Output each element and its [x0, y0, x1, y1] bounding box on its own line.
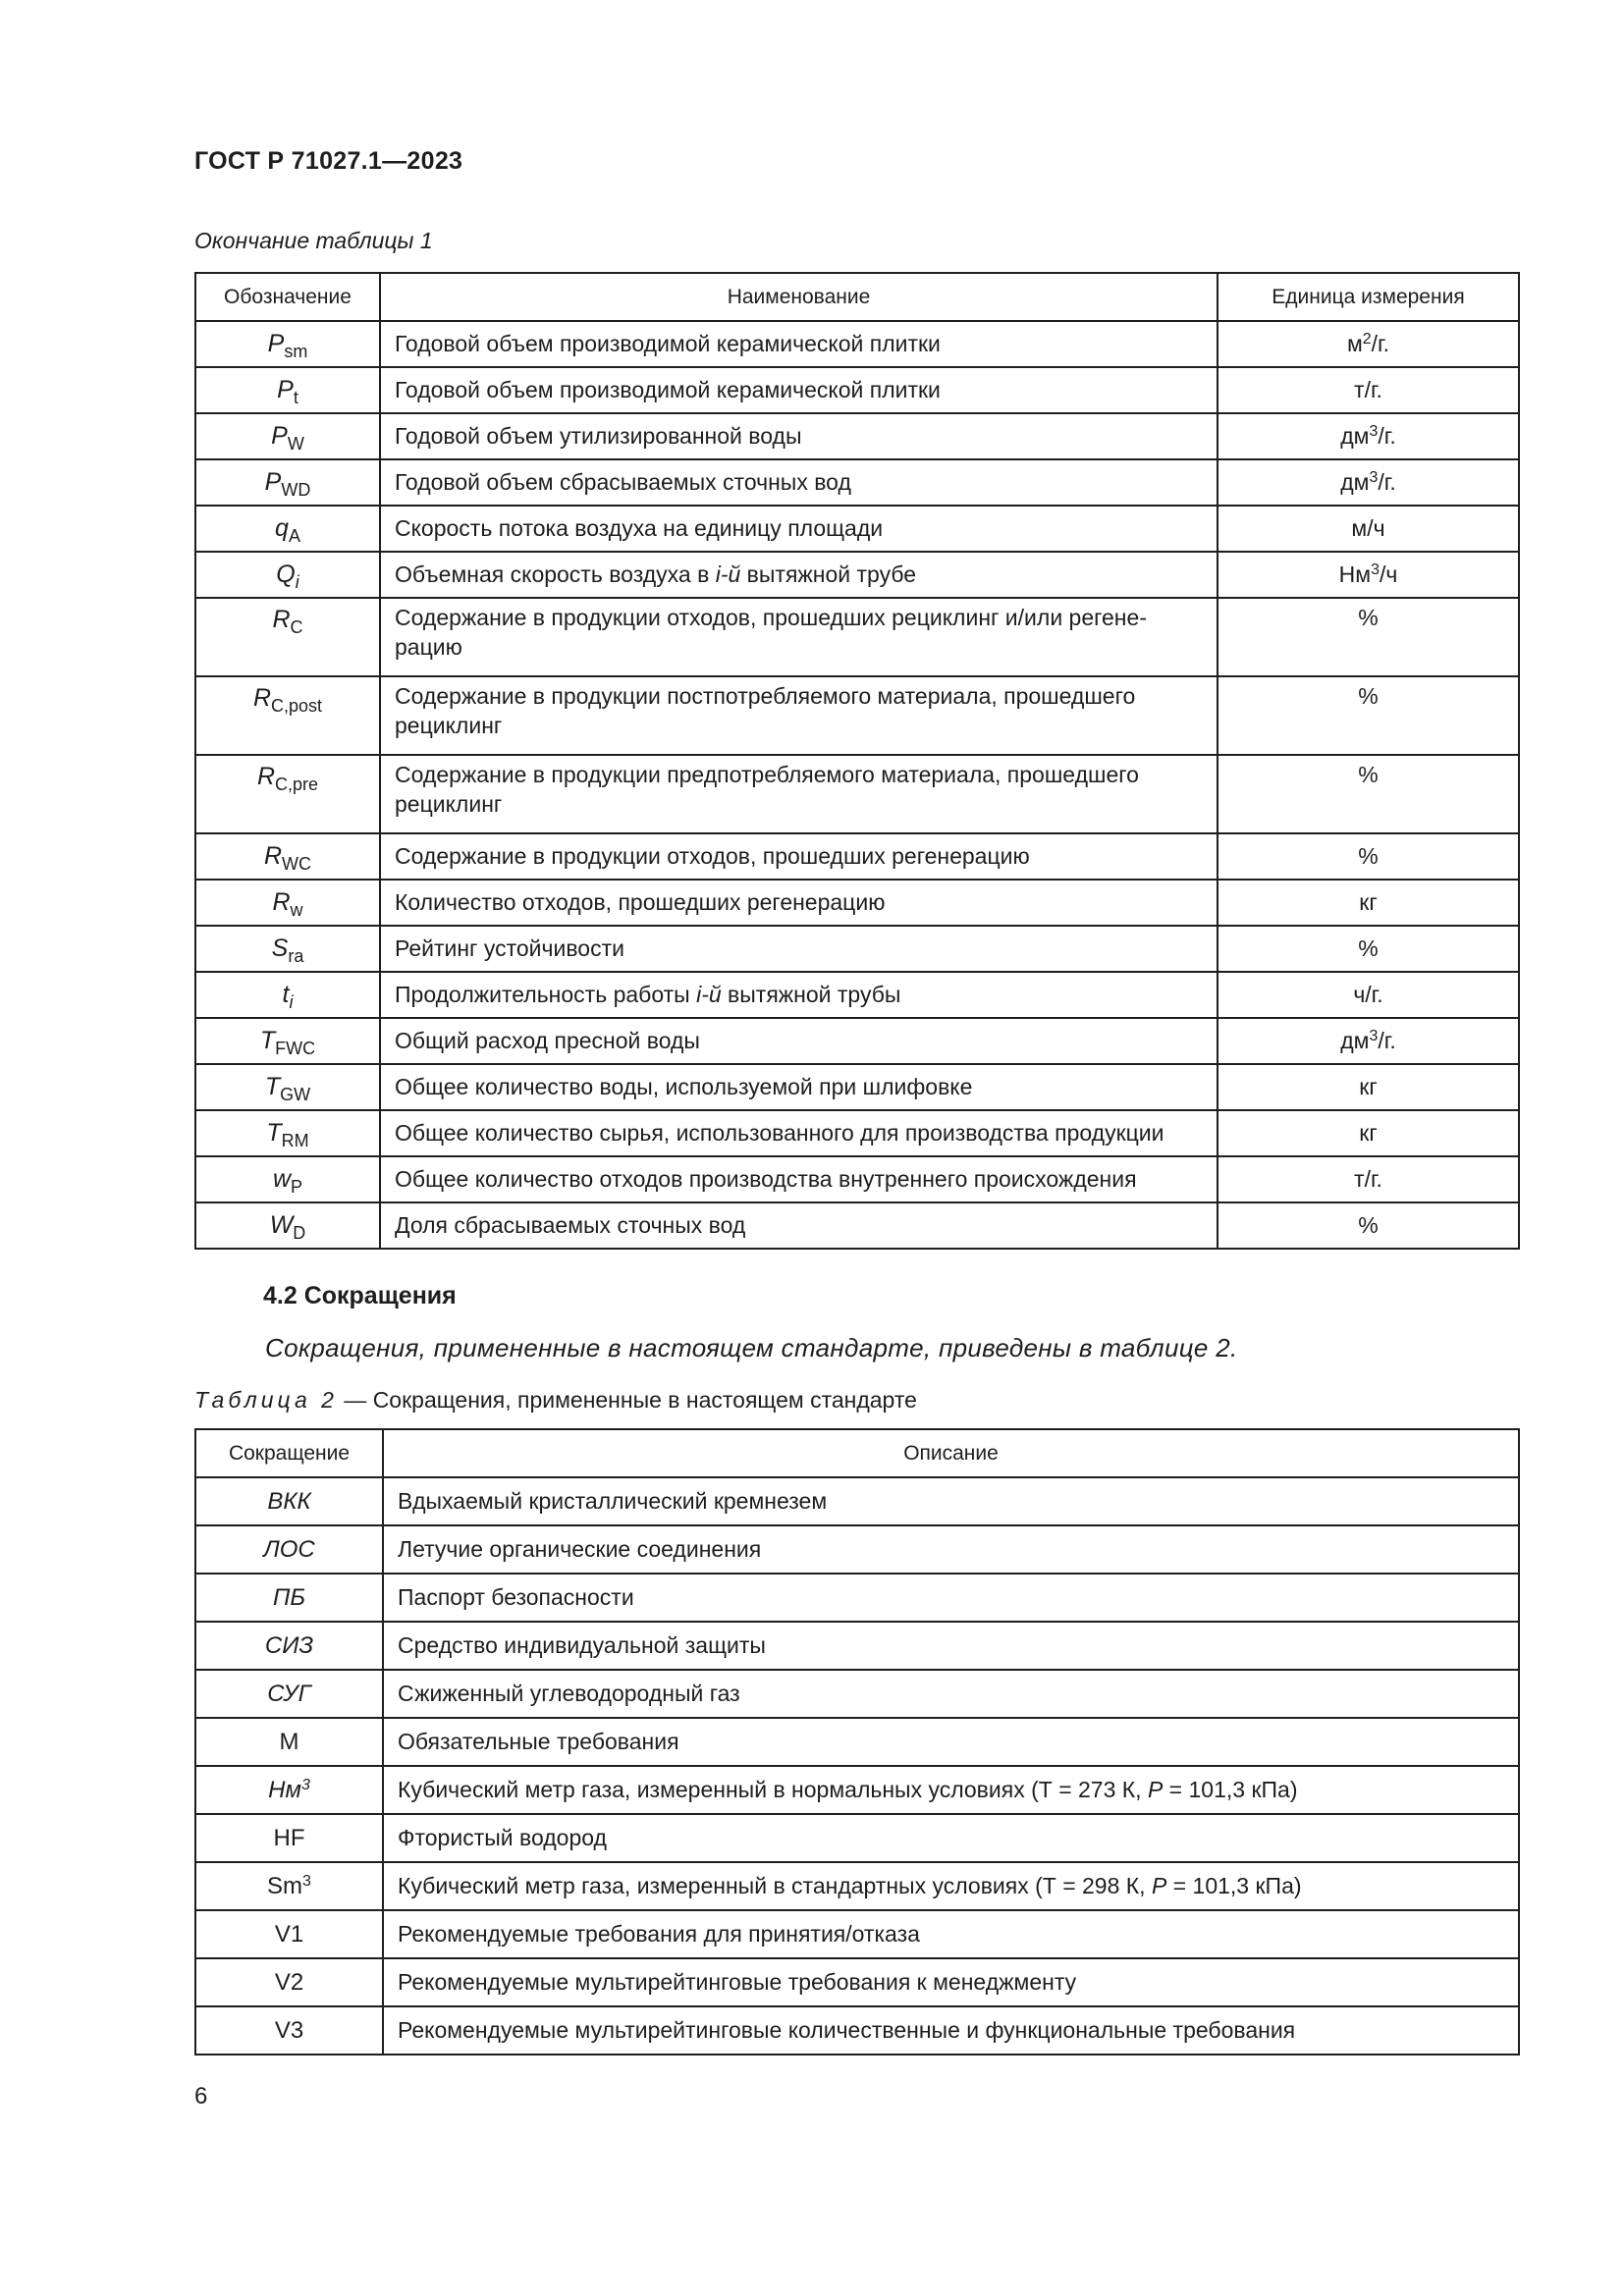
table-row [195, 1110, 1519, 1156]
description-cell: Кубический метр газа, измеренный в стандартных условиях (Т = 298 К, P = 101,3 кПа) [383, 1862, 1519, 1910]
table-row [195, 676, 1519, 755]
abbreviation-cell: V3 [195, 2006, 383, 2055]
description-cell: Паспорт безопасности [383, 1574, 1519, 1622]
unit-cell: т/г. [1218, 1156, 1519, 1202]
table-row [195, 367, 1519, 413]
unit-cell: $м^2/г$. [1218, 321, 1519, 367]
unit-cell: % [1218, 598, 1519, 676]
description-cell: Сжиженный углеводородный газ [383, 1670, 1519, 1718]
name-cell: Общий расход пресной воды [380, 1018, 1218, 1064]
abbreviation-cell: ЛОС [195, 1525, 383, 1574]
table-row [195, 1477, 1519, 1525]
page-number: 6 [194, 2083, 208, 2109]
description-cell: Рекомендуемые требования для принятия/отказа [383, 1910, 1519, 1958]
symbol-cell: $R_{C,pre}$ [195, 755, 380, 833]
column-header-name: Наименование [380, 273, 1218, 321]
abbreviation-cell: СУГ [195, 1670, 383, 1718]
symbols-table [194, 272, 1520, 1250]
unit-cell: $дм^3/г$. [1218, 413, 1519, 459]
table-row [195, 552, 1519, 598]
symbol-cell: $R_C$ [195, 598, 380, 676]
name-cell: Объемная скорость воздуха в i-й вытяжной трубе [380, 552, 1218, 598]
table-row [195, 2006, 1519, 2055]
name-cell: Содержание в продукции предпотребляемого материала, прошедшего рециклинг [380, 755, 1218, 833]
unit-cell: $дм^3/г$. [1218, 459, 1519, 506]
table-row [195, 1910, 1519, 1958]
table-1-continuation-caption: Окончание таблицы 1 [194, 228, 433, 253]
symbol-cell: $T_{FWC}$ [195, 1018, 380, 1064]
table-row [195, 1670, 1519, 1718]
name-cell: Годовой объем сбрасываемых сточных вод [380, 459, 1218, 506]
table-row [195, 880, 1519, 926]
column-header-abbreviation: Сокращение [195, 1429, 383, 1477]
description-cell: Рекомендуемые мультирейтинговые количественные и функциональные требования [383, 2006, 1519, 2055]
table-row [195, 833, 1519, 880]
description-cell: Вдыхаемый кристаллический кремнезем [383, 1477, 1519, 1525]
table-row [195, 1156, 1519, 1202]
unit-cell: % [1218, 676, 1519, 755]
unit-cell: % [1218, 755, 1519, 833]
symbol-cell: $t_i$ [195, 972, 380, 1018]
table-row [195, 321, 1519, 367]
name-cell: Годовой объем утилизированной воды [380, 413, 1218, 459]
table-row [195, 1622, 1519, 1670]
table-row [195, 1574, 1519, 1622]
abbreviation-cell: ВКК [195, 1477, 383, 1525]
abbreviation-cell: HF [195, 1814, 383, 1862]
table-row [195, 506, 1519, 552]
abbreviation-cell: СИЗ [195, 1622, 383, 1670]
symbol-cell: $P_{WD}$ [195, 459, 380, 506]
abbreviation-cell: $Нм^3$ [195, 1766, 383, 1814]
abbreviation-cell: Sm$^3$ [195, 1862, 383, 1910]
table-2-caption: Таблица 2 — Сокращения, примененные в настоящем стандарте [194, 1387, 917, 1413]
name-cell: Годовой объем производимой керамической плитки [380, 321, 1218, 367]
symbol-cell: $W_D$ [195, 1202, 380, 1249]
symbol-cell: $Q_i$ [195, 552, 380, 598]
description-cell: Кубический метр газа, измеренный в нормальных условиях (Т = 273 К, P = 101,3 кПа) [383, 1766, 1519, 1814]
section-intro: Сокращения, примененные в настоящем стандарте, приведены в таблице 2. [265, 1333, 1238, 1362]
table-row [195, 1202, 1519, 1249]
symbol-cell: $q_A$ [195, 506, 380, 552]
description-cell: Обязательные требования [383, 1718, 1519, 1766]
abbreviation-cell: ПБ [195, 1574, 383, 1622]
symbol-cell: $P_t$ [195, 367, 380, 413]
table-row [195, 755, 1519, 833]
table-header-row [195, 273, 1519, 321]
table-row [195, 1064, 1519, 1110]
name-cell: Содержание в продукции постпотребляемого материала, прошедшего рециклинг [380, 676, 1218, 755]
unit-cell: $дм^3/г$. [1218, 1018, 1519, 1064]
unit-cell: $Нм^3/ч$ [1218, 552, 1519, 598]
symbol-cell: $T_{GW}$ [195, 1064, 380, 1110]
name-cell: Продолжительность работы i-й вытяжной трубы [380, 972, 1218, 1018]
table-row [195, 972, 1519, 1018]
table-row [195, 1525, 1519, 1574]
symbol-cell: $S_{ra}$ [195, 926, 380, 972]
document-code: ГОСТ Р 71027.1—2023 [194, 147, 463, 175]
unit-cell: м/ч [1218, 506, 1519, 552]
column-header-symbol: Обозначение [195, 273, 380, 321]
unit-cell: кг [1218, 1110, 1519, 1156]
name-cell: Количество отходов, прошедших регенерацию [380, 880, 1218, 926]
table-row [195, 1862, 1519, 1910]
table-row [195, 598, 1519, 676]
unit-cell: ч/г. [1218, 972, 1519, 1018]
column-header-unit: Единица измерения [1218, 273, 1519, 321]
abbreviation-cell: V1 [195, 1910, 383, 1958]
symbol-cell: $T_{RM}$ [195, 1110, 380, 1156]
name-cell: Содержание в продукции отходов, прошедших рециклинг и/или регенерацию [380, 598, 1218, 676]
table-row [195, 1718, 1519, 1766]
table-row [195, 926, 1519, 972]
table-row [195, 459, 1519, 506]
name-cell: Годовой объем производимой керамической плитки [380, 367, 1218, 413]
unit-cell: % [1218, 1202, 1519, 1249]
symbol-cell: $R_w$ [195, 880, 380, 926]
symbol-cell: $P_{sm}$ [195, 321, 380, 367]
abbreviation-cell: V2 [195, 1958, 383, 2006]
name-cell: Общее количество сырья, использованного для производства продукции [380, 1110, 1218, 1156]
name-cell: Скорость потока воздуха на единицу площади [380, 506, 1218, 552]
description-cell: Летучие органические соединения [383, 1525, 1519, 1574]
name-cell: Доля сбрасываемых сточных вод [380, 1202, 1218, 1249]
name-cell: Рейтинг устойчивости [380, 926, 1218, 972]
name-cell: Общее количество отходов производства внутреннего происхождения [380, 1156, 1218, 1202]
table-row [195, 1018, 1519, 1064]
unit-cell: % [1218, 833, 1519, 880]
table-row [195, 1766, 1519, 1814]
name-cell: Содержание в продукции отходов, прошедших регенерацию [380, 833, 1218, 880]
unit-cell: кг [1218, 880, 1519, 926]
description-cell: Средство индивидуальной защиты [383, 1622, 1519, 1670]
table-row [195, 413, 1519, 459]
symbol-cell: $P_W$ [195, 413, 380, 459]
unit-cell: т/г. [1218, 367, 1519, 413]
symbol-cell: $R_{C,post}$ [195, 676, 380, 755]
description-cell: Фтористый водород [383, 1814, 1519, 1862]
abbreviation-cell: M [195, 1718, 383, 1766]
section-title: 4.2 Сокращения [263, 1282, 457, 1309]
description-cell: Рекомендуемые мультирейтинговые требования к менеджменту [383, 1958, 1519, 2006]
unit-cell: кг [1218, 1064, 1519, 1110]
symbol-cell: $w_P$ [195, 1156, 380, 1202]
table-header-row [195, 1429, 1519, 1477]
symbol-cell: $R_{WC}$ [195, 833, 380, 880]
abbreviations-table [194, 1428, 1520, 2056]
name-cell: Общее количество воды, используемой при шлифовке [380, 1064, 1218, 1110]
column-header-description: Описание [383, 1429, 1519, 1477]
table-row [195, 1814, 1519, 1862]
table-row [195, 1958, 1519, 2006]
unit-cell: % [1218, 926, 1519, 972]
